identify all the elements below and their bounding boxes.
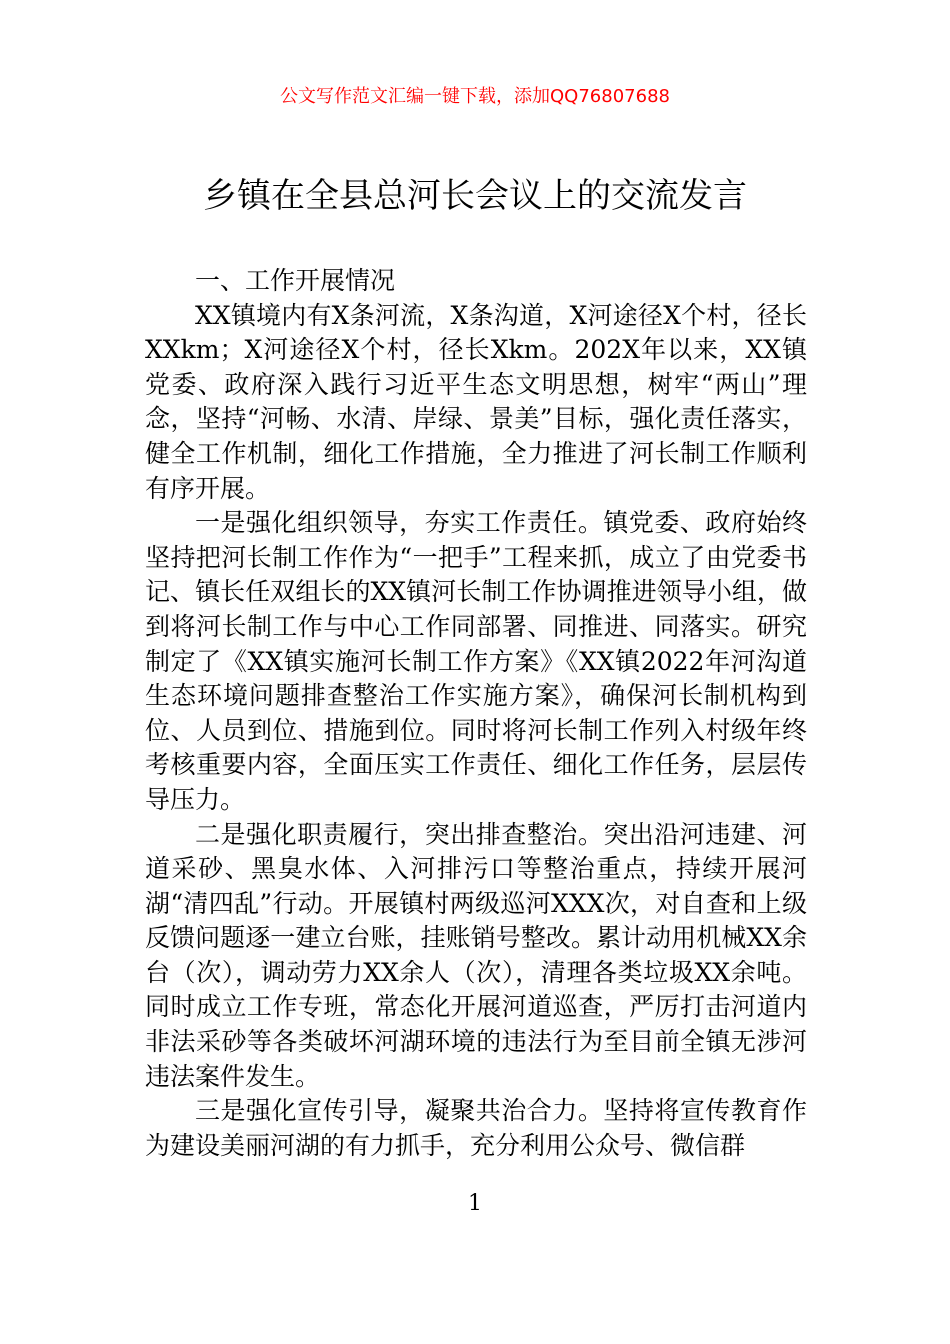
paragraph-publicity: 三是强化宣传引导，凝聚共治合力。坚持将宣传教育作为建设美丽河湖的有力抓手，充分利用公众号、微信群 (145, 1096, 807, 1160)
document-title: 乡镇在全县总河长会议上的交流发言 (203, 176, 747, 216)
paragraph-overview: XX镇境内有X条河流，X条沟道，X河途径X个村，径长XXkm；X河途径X个村，径长Xkm。202X年以来，XX镇党委、政府深入践行习近平生态文明思想，树牢“两山”理念，坚持“河畅、水清、岸绿、景美”目标，强化责任落实，健全工作机制，细化工作措施，全力推进了河长制工作顺利有序开展。 (145, 300, 807, 503)
paragraph-duties: 二是强化职责履行，突出排查整治。突出沿河违建、河道采砂、黑臭水体、入河排污口等整治重点，持续开展河湖“清四乱”行动。开展镇村两级巡河XXX次，对自查和上级反馈问题逐一建立台账，挂账销号整改。累计动用机械XX余台（次），调动劳力XX余人（次），清理各类垃圾XX余吨。同时成立工作专班，常态化开展河道巡查，严厉打击河道内非法采砂等各类破坏河湖环境的违法行为至目前全镇无涉河违法案件发生。 (145, 819, 807, 1091)
document-body (145, 264, 807, 1163)
section-heading: 一、工作开展情况 (195, 266, 396, 295)
paragraph-organization: 一是强化组织领导，夯实工作责任。镇党委、政府始终坚持把河长制工作作为“一把手”工程来抓，成立了由党委书记、镇长任双组长的XX镇河长制工作协调推进领导小组，做到将河长制工作与中心工作同部署、同推进、同落实。研究制定了《XX镇实施河长制工作方案》《XX镇2022年河沟道生态环境问题排查整治工作实施方案》，确保河长制机构到位、人员到位、措施到位。同时将河长制工作列入村级年终考核重要内容，全面压实工作责任、细化工作任务，层层传导压力。 (145, 508, 807, 814)
header-download-note: 公文写作范文汇编一键下载，添加QQ76807688 (280, 86, 670, 107)
page-number: 1 (468, 1191, 482, 1216)
